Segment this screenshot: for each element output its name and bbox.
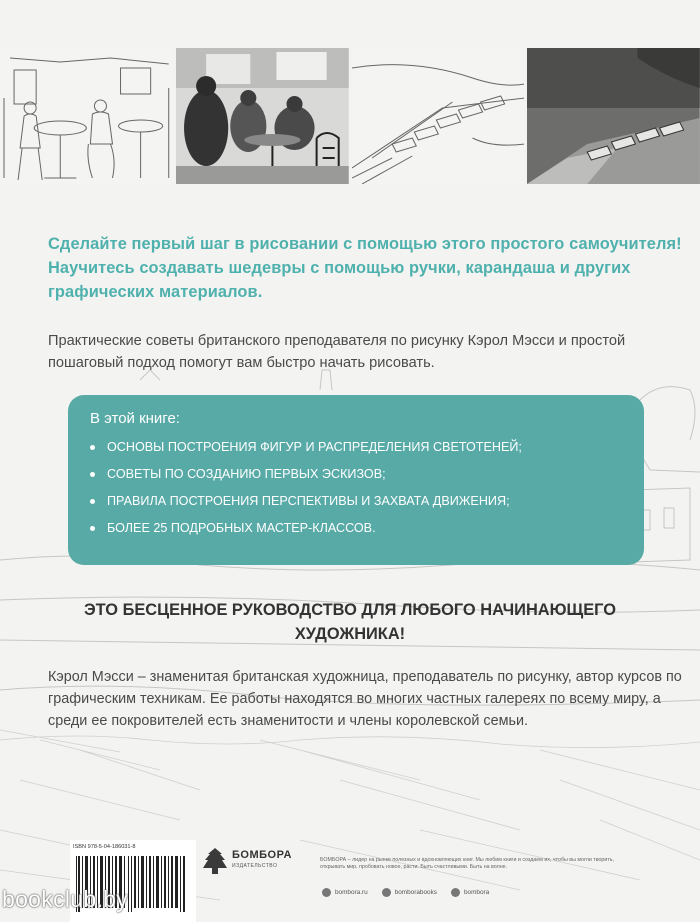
- harbour-line-sketch: [352, 48, 525, 184]
- sketch-thumbnail-strip: [0, 48, 700, 184]
- contents-heading: В этой книге:: [90, 410, 180, 427]
- bullet-dot-icon: [90, 472, 95, 477]
- watermark-text: bookclub.by: [2, 886, 129, 912]
- publisher-subtitle: ИЗДАТЕЛЬСТВО: [232, 863, 278, 869]
- list-item: [90, 466, 644, 482]
- social-label: bombora: [463, 889, 490, 896]
- publisher-name: БОМБОРА: [232, 849, 292, 861]
- globe-icon: [322, 888, 331, 897]
- book-contents-box: [68, 395, 644, 565]
- social-links: [322, 888, 489, 897]
- bullet-dot-icon: [90, 499, 95, 504]
- list-item: [90, 439, 644, 455]
- bombora-logo-icon: [202, 846, 228, 878]
- intro-text: Сделайте первый шаг в рисовании с помощью этого простого самоучителя! Научитесь создавать шедевры с помощью ручки, карандаша и других графических материалов.: [48, 235, 682, 301]
- bullet-dot-icon: [90, 445, 95, 450]
- social-link-vk[interactable]: [382, 888, 437, 897]
- author-bio: Кэрол Мэсси – знаменитая британская художница, преподаватель по рисунку, автор курсов по графическим техникам. Ее работы находятся во многих частных галереях по всему миру, а среди ее покровителей есть знаменитости и члены королевской семьи.: [48, 669, 682, 729]
- list-item-text: ОСНОВЫ ПОСТРОЕНИЯ ФИГУР И РАСПРЕДЕЛЕНИЯ СВЕТОТЕНЕЙ;: [107, 440, 522, 454]
- contents-list: [90, 439, 644, 536]
- list-item: [90, 520, 644, 536]
- callout-text: ЭТО БЕСЦЕННОЕ РУКОВОДСТВО ДЛЯ ЛЮБОГО НАЧИНАЮЩЕГО ХУДОЖНИКА!: [84, 601, 616, 643]
- cafe-ink-wash-sketch: [176, 48, 349, 184]
- social-link-telegram[interactable]: [451, 888, 489, 897]
- social-label: bomborabooks: [394, 889, 437, 896]
- social-link-site[interactable]: [322, 888, 368, 897]
- vk-icon: [382, 888, 391, 897]
- telegram-icon: [451, 888, 460, 897]
- publisher-fine-print: БОМБОРА – лидер на рынке полезных и вдохновляющих книг. Мы любим книги и создаем их, чтобы вы могли творить, открывать мир, пробовать новое, расти. Быть счастливыми. Быть на волне.: [320, 857, 614, 870]
- list-item-text: СОВЕТЫ ПО СОЗДАНИЮ ПЕРВЫХ ЭСКИЗОВ;: [107, 467, 386, 481]
- list-item-text: БОЛЕЕ 25 ПОДРОБНЫХ МАСТЕР-КЛАССОВ.: [107, 521, 376, 535]
- cafe-line-sketch: [0, 48, 173, 184]
- list-item-text: ПРАВИЛА ПОСТРОЕНИЯ ПЕРСПЕКТИВЫ И ЗАХВАТА ДВИЖЕНИЯ;: [107, 494, 510, 508]
- harbour-charcoal-sketch: [527, 48, 700, 184]
- lead-paragraph: Практические советы британского преподавателя по рисунку Кэрол Мэсси и простой пошаговый подход помогут вам быстро начать рисовать.: [48, 333, 626, 371]
- list-item: [90, 493, 644, 509]
- bullet-dot-icon: [90, 526, 95, 531]
- isbn-number: ISBN 978-5-04-186031-8: [73, 844, 136, 850]
- social-label: bombora.ru: [335, 889, 368, 896]
